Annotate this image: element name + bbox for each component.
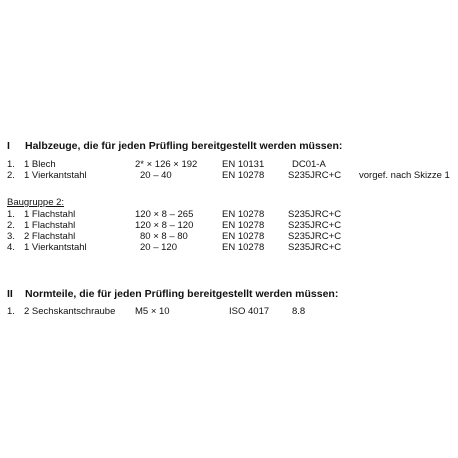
row-material: S235JRC+C	[288, 242, 342, 253]
row-norm: EN 10278	[222, 170, 265, 181]
row-dimensions: 20 – 40	[140, 170, 172, 181]
row-item: 1 Flachstahl	[24, 220, 76, 231]
row-dimensions: 120 × 8 – 120	[135, 220, 194, 231]
section-1-heading	[7, 140, 342, 152]
row-material: 8.8	[292, 306, 306, 317]
row-dimensions: 2* × 126 × 192	[135, 159, 198, 170]
row-index: 3.	[7, 231, 15, 242]
row-norm: EN 10278	[222, 209, 265, 220]
row-material: S235JRC+C	[288, 209, 342, 220]
row-index: 2.	[7, 220, 15, 231]
row-item: 2 Sechskantschraube	[24, 306, 116, 317]
row-index: 1.	[7, 306, 15, 317]
row-material: S235JRC+C	[288, 231, 342, 242]
row-norm: EN 10278	[222, 231, 265, 242]
row-item: 2 Flachstahl	[24, 231, 76, 242]
row-note: vorgef. nach Skizze 1	[359, 170, 450, 181]
row-index: 2.	[7, 170, 15, 181]
row-norm: EN 10131	[222, 159, 265, 170]
group-2-title: Baugruppe 2:	[7, 197, 65, 208]
row-dimensions: 80 × 8 – 80	[140, 231, 188, 242]
row-item: 1 Blech	[24, 159, 56, 170]
row-dimensions: 120 × 8 – 265	[135, 209, 194, 220]
row-material: S235JRC+C	[288, 170, 342, 181]
row-norm: EN 10278	[222, 220, 265, 231]
section-1-number: I	[7, 140, 10, 152]
row-index: 4.	[7, 242, 15, 253]
row-norm: EN 10278	[222, 242, 265, 253]
row-dimensions: M5 × 10	[135, 306, 170, 317]
row-item: 1 Vierkantstahl	[24, 242, 87, 253]
row-item: 1 Flachstahl	[24, 209, 76, 220]
section-2-number: II	[7, 288, 13, 300]
row-norm: ISO 4017	[229, 306, 270, 317]
section-2-title: Normteile, die für jeden Prüfling bereitgestellt werden müssen:	[25, 288, 339, 300]
row-material: S235JRC+C	[288, 220, 342, 231]
row-item: 1 Vierkantstahl	[24, 170, 87, 181]
section-1-title: Halbzeuge, die für jeden Prüfling bereitgestellt werden müssen:	[25, 140, 343, 152]
row-dimensions: 20 – 120	[140, 242, 177, 253]
row-index: 1.	[7, 209, 15, 220]
row-material: DC01-A	[292, 159, 326, 170]
row-index: 1.	[7, 159, 15, 170]
section-2-heading	[7, 288, 338, 300]
